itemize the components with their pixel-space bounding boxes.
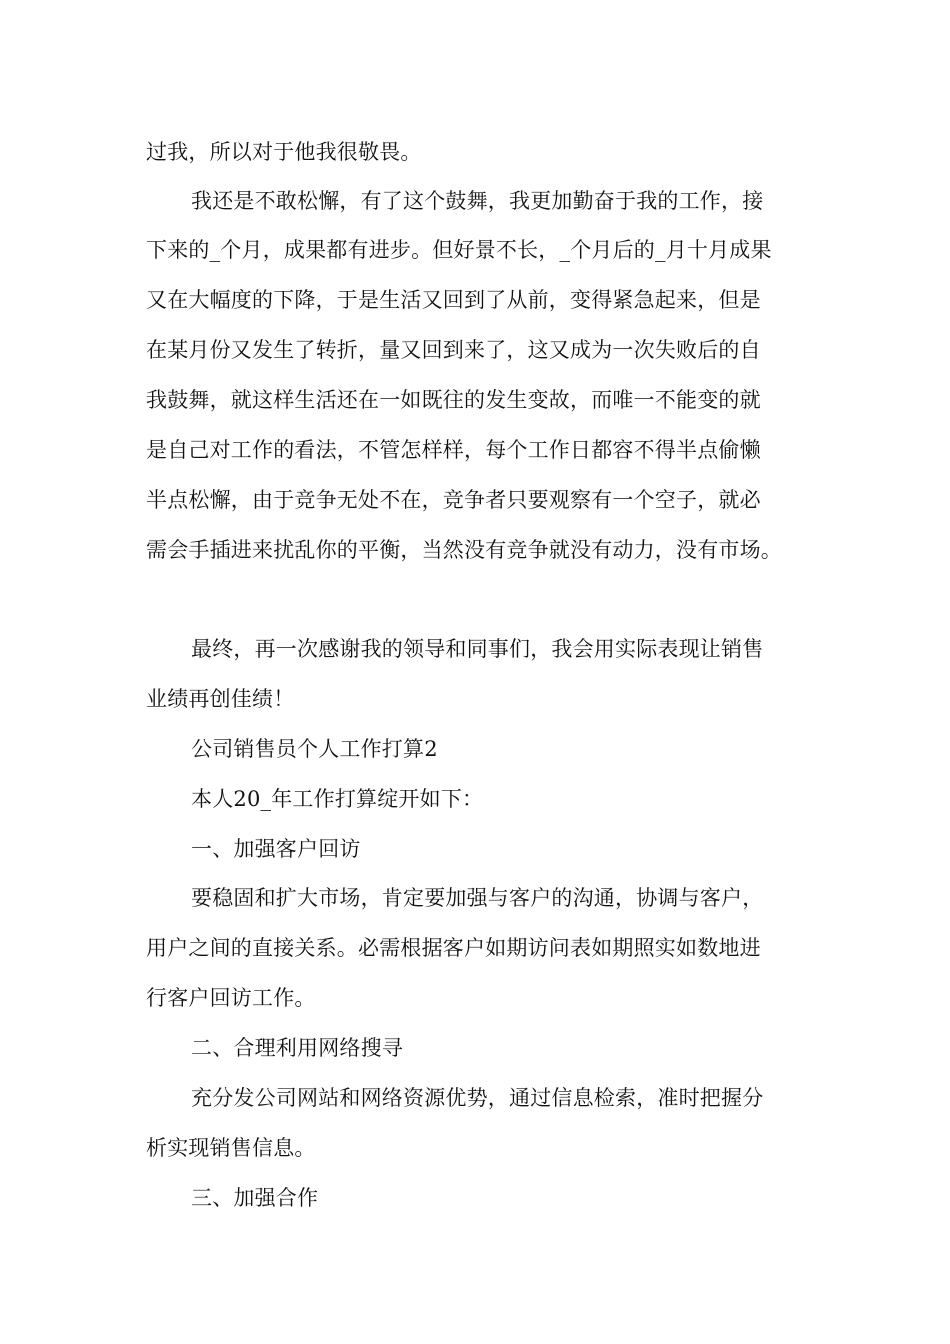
paragraph-line: 过我，所以对于他我很敬畏。 xyxy=(146,140,422,164)
paragraph-line: 用户之间的直接关系。必需根据客户如期访问表如期照实如数地进 xyxy=(146,936,761,960)
paragraph-line: 需会手插进来扰乱你的平衡，当然没有竞争就没有动力，没有市场。 xyxy=(146,538,782,562)
paragraph-line: 半点松懈，由于竞争无处不在，竞争者只要观察有一个空子，就必 xyxy=(146,488,761,512)
section-heading: 三、加强合作 xyxy=(191,1186,319,1210)
paragraph-line: 下来的_个月，成果都有进步。但好景不长，_个月后的_月十月成果 xyxy=(146,238,772,262)
paragraph-line: 最终，再一次感谢我的领导和同事们，我会用实际表现让销售 xyxy=(191,637,764,661)
paragraph-line: 我还是不敢松懈，有了这个鼓舞，我更加勤奋于我的工作，接 xyxy=(191,189,764,213)
paragraph-line: 在某月份又发生了转折，量又回到来了，这又成为一次失败后的自 xyxy=(146,338,761,362)
paragraph-line: 又在大幅度的下降，于是生活又回到了从前，变得紧急起来，但是 xyxy=(146,288,761,312)
paragraph-line: 本人20_年工作打算绽开如下： xyxy=(191,787,484,811)
section-heading: 一、加强客户回访 xyxy=(191,837,361,861)
paragraph-line: 我鼓舞，就这样生活还在一如既往的发生变故，而唯一不能变的就 xyxy=(146,388,761,412)
section-heading: 二、合理利用网络搜寻 xyxy=(191,1036,403,1060)
paragraph-line: 业绩再创佳绩！ xyxy=(146,687,295,711)
section-heading: 公司销售员个人工作打算2 xyxy=(191,737,438,761)
paragraph-line: 行客户回访工作。 xyxy=(146,986,316,1010)
paragraph-line: 充分发公司网站和网络资源优势，通过信息检索，准时把握分 xyxy=(191,1086,764,1110)
paragraph-line: 是自己对工作的看法，不管怎样样，每个工作日都容不得半点偷懒 xyxy=(146,438,761,462)
paragraph-line: 要稳固和扩大市场，肯定要加强与客户的沟通，协调与客户， xyxy=(191,886,764,910)
paragraph-line: 析实现销售信息。 xyxy=(146,1136,316,1160)
